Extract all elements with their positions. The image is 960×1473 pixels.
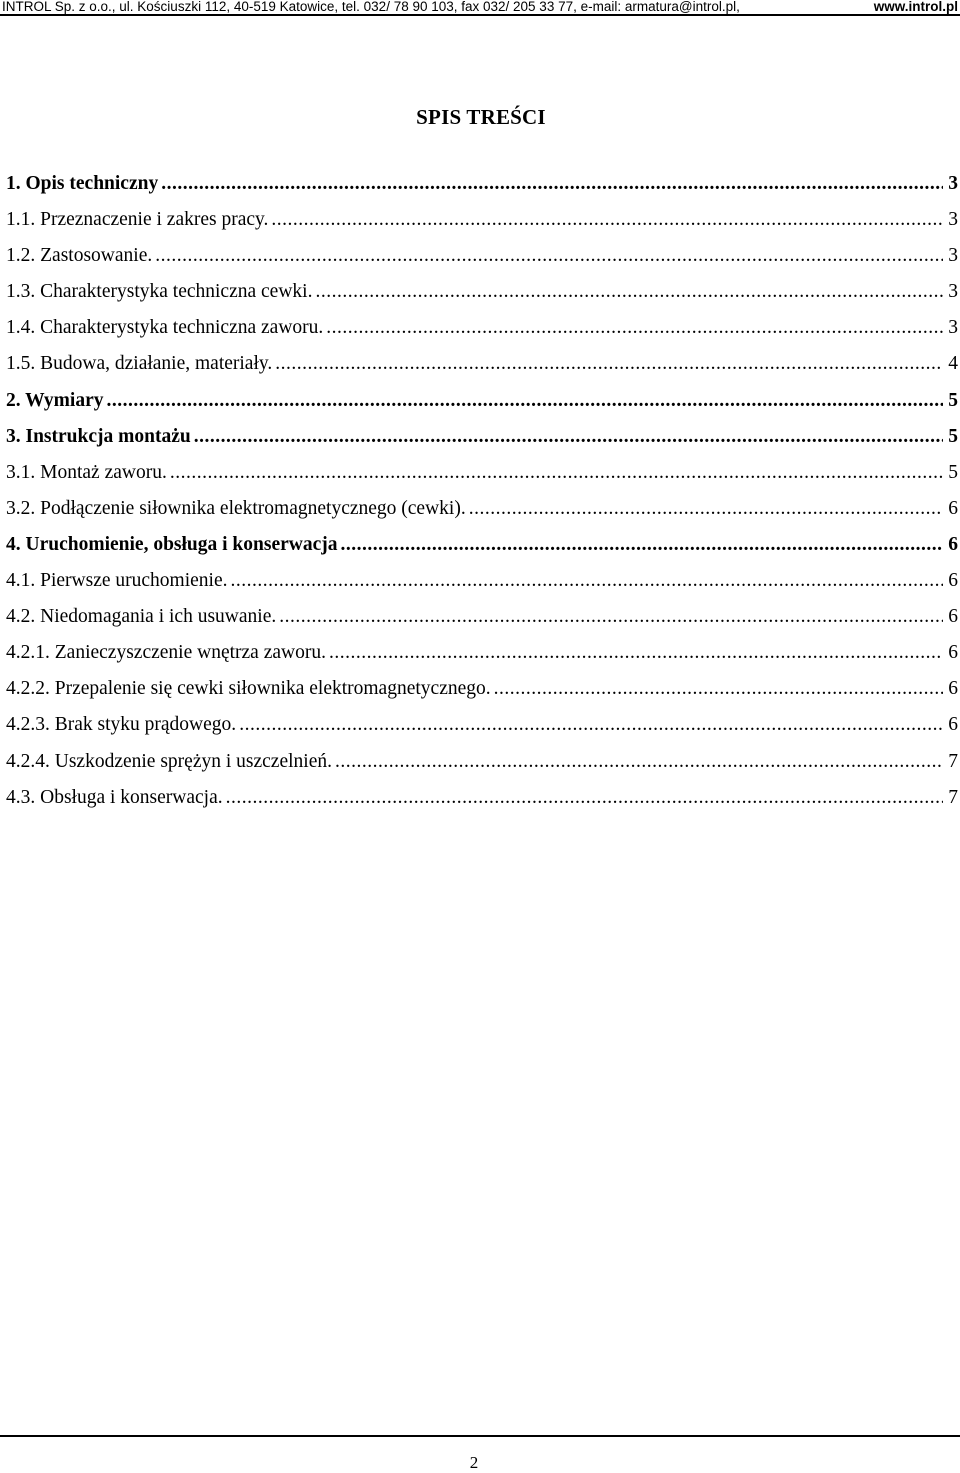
toc-dot-leader (107, 387, 944, 415)
toc-entry[interactable] (6, 603, 958, 639)
company-contact-info: INTROL Sp. z o.o., ul. Kościuszki 112, 40-519 Katowice, tel. 032/ 78 90 103, fax 032/ 205 33 77, e-mail: armatura@introl.pl, (2, 0, 740, 14)
toc-entry-page-number: 6 (948, 606, 958, 628)
toc-dot-leader (226, 784, 943, 812)
toc-dot-leader (194, 423, 943, 451)
toc-entry-label: 2. Wymiary (6, 389, 104, 411)
toc-entry-page-number: 3 (948, 281, 958, 303)
toc-dot-leader (230, 567, 943, 595)
toc-entry-page-number: 5 (948, 461, 958, 483)
toc-dot-leader (326, 314, 943, 342)
toc-dot-leader (279, 603, 943, 631)
toc-entry-page-number: 6 (948, 678, 958, 700)
toc-entry[interactable] (6, 711, 958, 747)
toc-entry-page-number: 6 (948, 714, 958, 736)
toc-title: SPIS TREŚCI (416, 105, 546, 129)
toc-dot-leader (155, 242, 943, 270)
toc-dot-leader (329, 639, 943, 667)
toc-dot-leader (161, 170, 943, 198)
toc-entry-label: 4. Uruchomienie, obsługa i konserwacja (6, 533, 338, 555)
toc-entry-label: 4.2.4. Uszkodzenie sprężyn i uszczelnień. (6, 750, 332, 772)
toc-entry-label: 1.1. Przeznaczenie i zakres pracy. (6, 209, 269, 231)
toc-entry[interactable] (6, 567, 958, 603)
toc-entry-label: 1.4. Charakterystyka techniczna zaworu. (6, 317, 324, 339)
toc-entry[interactable] (6, 170, 958, 206)
toc-entry-page-number: 7 (948, 786, 958, 808)
toc-entry-label: 3.2. Podłączenie siłownika elektromagnetycznego (cewki). (6, 497, 466, 519)
toc-entry-page-number: 3 (948, 317, 958, 339)
toc-dot-leader (170, 459, 943, 487)
footer-divider (0, 1435, 960, 1437)
page-header (0, 0, 960, 16)
toc-dot-leader (275, 350, 943, 378)
toc-entry-page-number: 6 (948, 533, 958, 555)
toc-dot-leader (341, 531, 944, 559)
toc-entry[interactable] (6, 387, 958, 423)
toc-entry[interactable] (6, 459, 958, 495)
toc-entry[interactable] (6, 278, 958, 314)
toc-entry[interactable] (6, 242, 958, 278)
toc-entry-label: 4.2.2. Przepalenie się cewki siłownika elektromagnetycznego. (6, 678, 491, 700)
toc-entry-label: 3.1. Montaż zaworu. (6, 461, 167, 483)
toc-dot-leader (239, 711, 943, 739)
toc-entry-label: 1. Opis techniczny (6, 173, 159, 194)
toc-entry-page-number: 6 (948, 642, 958, 664)
toc-entry-label: 3. Instrukcja montażu (6, 425, 191, 447)
table-of-contents (6, 170, 958, 820)
toc-entry[interactable] (6, 748, 958, 784)
toc-entry-page-number: 3 (948, 209, 958, 231)
toc-dot-leader (494, 675, 943, 703)
toc-entry[interactable] (6, 423, 958, 459)
toc-entry-page-number: 6 (948, 497, 958, 519)
toc-entry-label: 4.1. Pierwsze uruchomienie. (6, 570, 228, 592)
toc-dot-leader (469, 495, 943, 523)
toc-entry-page-number: 4 (948, 353, 958, 375)
toc-entry-page-number: 5 (948, 389, 958, 411)
toc-entry-page-number: 3 (948, 245, 958, 267)
toc-entry-label: 4.2.3. Brak styku prądowego. (6, 714, 237, 736)
toc-entry-page-number: 3 (948, 173, 958, 194)
toc-entry[interactable] (6, 675, 958, 711)
toc-entry[interactable] (6, 314, 958, 350)
toc-entry-page-number: 6 (948, 570, 958, 592)
toc-dot-leader (335, 748, 943, 776)
toc-entry[interactable] (6, 639, 958, 675)
toc-entry-label: 1.3. Charakterystyka techniczna cewki. (6, 281, 313, 303)
toc-entry-label: 1.2. Zastosowanie. (6, 245, 153, 267)
toc-entry-page-number: 5 (948, 425, 958, 447)
page-number: 2 (469, 1453, 479, 1472)
toc-entry[interactable] (6, 531, 958, 567)
toc-entry-label: 1.5. Budowa, działanie, materiały. (6, 353, 273, 375)
toc-entry-page-number: 7 (948, 750, 958, 772)
toc-entry[interactable] (6, 350, 958, 386)
toc-entry-label: 4.2.1. Zanieczyszczenie wnętrza zaworu. (6, 642, 326, 664)
toc-dot-leader (271, 206, 943, 234)
toc-entry[interactable] (6, 206, 958, 242)
toc-dot-leader (315, 278, 943, 306)
toc-entry-label: 4.2. Niedomagania i ich usuwanie. (6, 606, 277, 628)
company-website: www.introl.pl (873, 0, 958, 14)
toc-entry-label: 4.3. Obsługa i konserwacja. (6, 786, 223, 808)
toc-entry[interactable] (6, 784, 958, 820)
toc-entry[interactable] (6, 495, 958, 531)
